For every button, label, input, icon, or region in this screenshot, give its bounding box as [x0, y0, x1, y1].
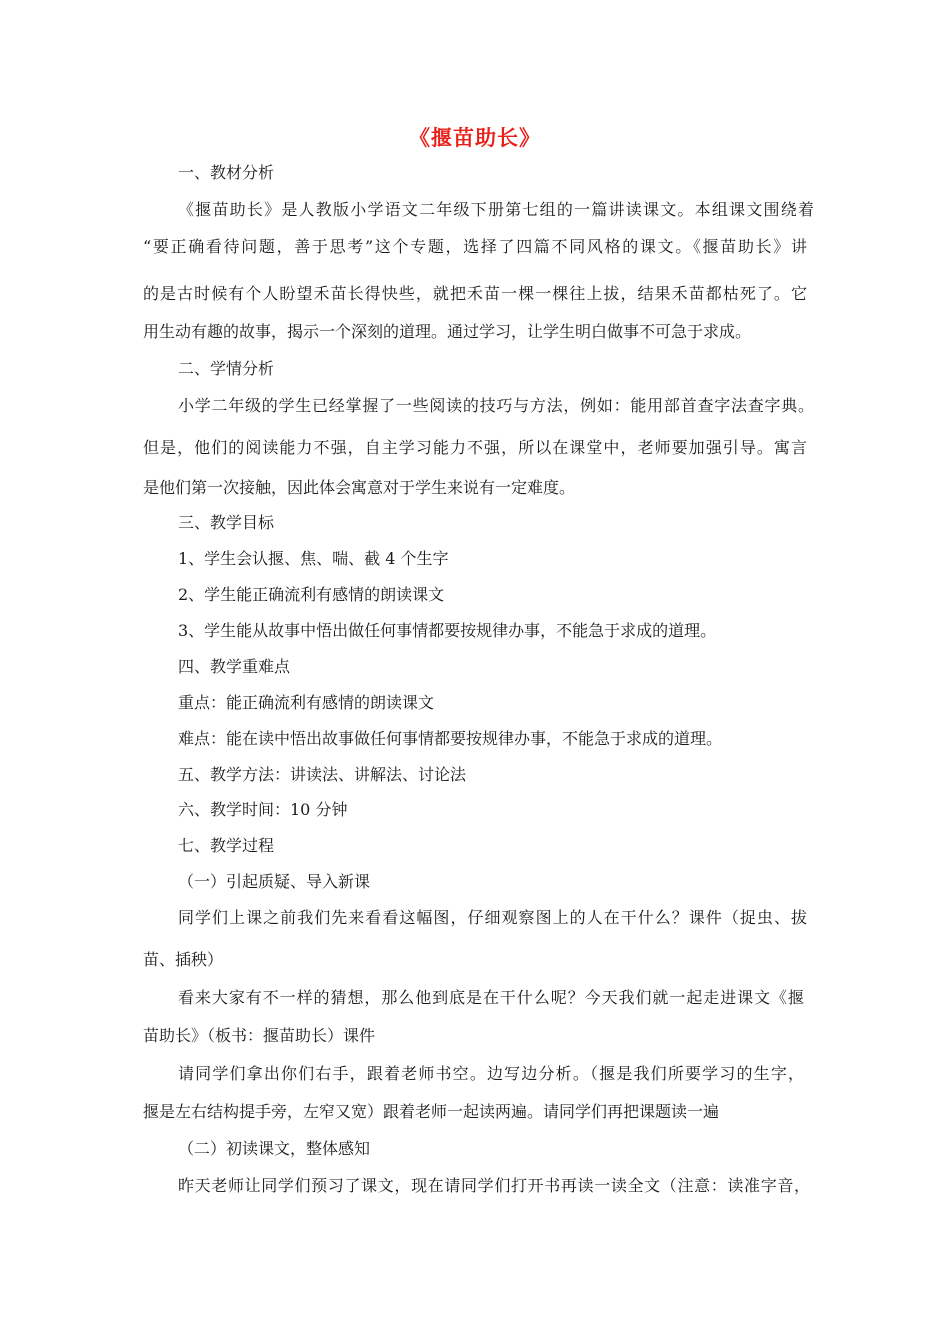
- subsection-heading: （二）初读课文，整体感知: [178, 1139, 371, 1158]
- paragraph-line: 苗、插秧）: [143, 950, 224, 969]
- paragraph-line: 小学二年级的学生已经掌握了一些阅读的技巧与方法，例如：能用部首查字法查字典。: [178, 396, 814, 415]
- paragraph-line: 用生动有趣的故事，揭示一个深刻的道理。通过学习，让学生明白做事不可急于求成。: [143, 322, 752, 341]
- paragraph-line: 请同学们拿出你们右手，跟着老师书空。边写边分析。（揠是我们所要学习的生字，: [178, 1064, 804, 1083]
- paragraph-line: 昨天老师让同学们预习了课文，现在请同学们打开书再读一读全文（注意：读准字音，: [178, 1176, 810, 1195]
- subsection-heading: （一）引起质疑、导入新课: [178, 872, 371, 891]
- section-heading: 五、教学方法：讲读法、讲解法、讨论法: [178, 765, 467, 784]
- document-title: 《揠苗助长》: [409, 125, 541, 150]
- section-heading: 七、教学过程: [178, 836, 275, 855]
- paragraph-line: 看来大家有不一样的猜想，那么他到底是在干什么呢？今天我们就一起走进课文《揠: [178, 988, 804, 1007]
- paragraph-line: 难点：能在读中悟出故事做任何事情都要按规律办事，不能急于求成的道理。: [178, 729, 723, 748]
- section-heading: 二、学情分析: [178, 359, 275, 378]
- paragraph-line: 同学们上课之前我们先来看看这幅图，仔细观察图上的人在干什么？课件（捉虫、拔: [178, 908, 807, 927]
- paragraph-line: 的是古时候有个人盼望禾苗长得快些，就把禾苗一棵一棵往上拔，结果禾苗都枯死了。它: [143, 284, 807, 303]
- paragraph-line: 重点：能正确流利有感情的朗读课文: [178, 693, 435, 712]
- list-item: 3、学生能从故事中悟出做任何事情都要按规律办事，不能急于求成的道理。: [178, 621, 717, 640]
- section-heading: 一、教材分析: [178, 163, 275, 182]
- paragraph-line: 苗助长》（板书：揠苗助长）课件: [143, 1026, 376, 1045]
- section-heading: 三、教学目标: [178, 513, 275, 532]
- section-heading: 六、教学时间：10 分钟: [178, 800, 348, 819]
- list-item: 2、学生能正确流利有感情的朗读课文: [178, 585, 445, 604]
- paragraph-line: “要正确看待问题，善于思考”这个专题，选择了四篇不同风格的课文。《揠苗助长》讲: [143, 237, 807, 256]
- paragraph-line: 《揠苗助长》是人教版小学语文二年级下册第七组的一篇讲读课文。本组课文围绕着: [178, 200, 814, 219]
- paragraph-line: 是他们第一次接触，因此体会寓意对于学生来说有一定难度。: [143, 478, 576, 497]
- list-item: 1、学生会认揠、焦、喘、截 4 个生字: [178, 549, 449, 568]
- paragraph-line: 揠是左右结构提手旁，左窄又宽）跟着老师一起读两遍。请同学们再把课题读一遍: [143, 1102, 720, 1121]
- section-heading: 四、教学重难点: [178, 657, 291, 676]
- paragraph-line: 但是，他们的阅读能力不强，自主学习能力不强，所以在课堂中，老师要加强引导。寓言: [143, 438, 807, 457]
